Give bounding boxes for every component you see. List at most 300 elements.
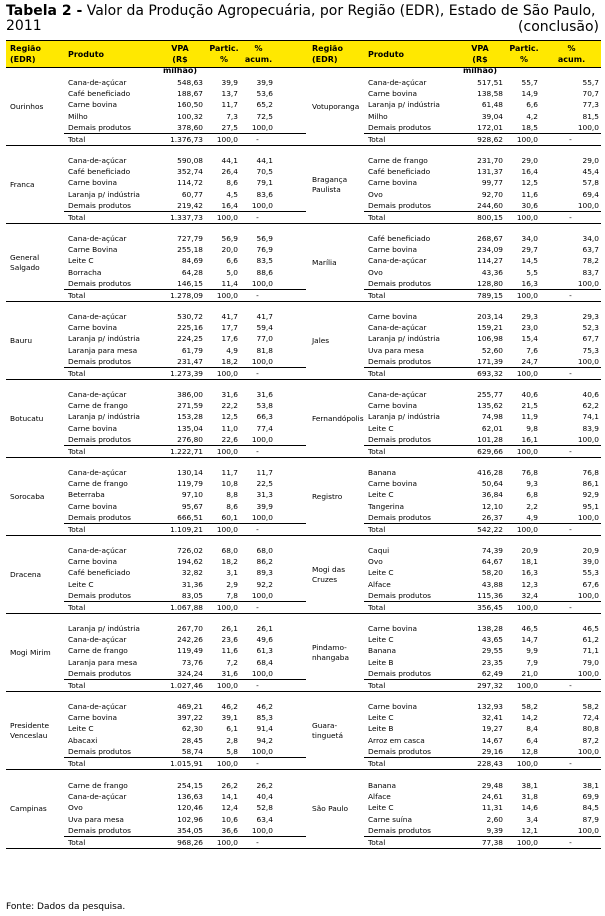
total-partic-cell: 100,0 [216, 368, 238, 378]
product-cell: Demais produtos [68, 357, 131, 367]
region-name-lines [10, 180, 35, 190]
partic-cell: 10,6 [221, 814, 238, 824]
total-vpa-cell: 297,32 [477, 680, 503, 690]
header-partic-unit: % [219, 55, 228, 64]
vpa-cell: 254,15 [177, 780, 203, 790]
vpa-cell: 61,79 [181, 345, 203, 355]
total-row [364, 212, 601, 223]
table-row [364, 434, 601, 445]
vpa-cell: 102,96 [177, 814, 203, 824]
product-cell: Demais produtos [68, 435, 131, 445]
table-row [364, 712, 601, 723]
vpa-cell: 32,82 [181, 568, 203, 578]
vpa-cell: 99,77 [481, 178, 503, 188]
partic-cell: 16,3 [521, 279, 538, 289]
region-name [6, 224, 64, 301]
acum-cell: 83,5 [256, 256, 273, 266]
total-label: Total [68, 134, 86, 144]
vpa-cell: 58,74 [181, 747, 203, 757]
product-cell: Alface [368, 792, 391, 802]
table-row [364, 567, 601, 578]
region-group-right [306, 458, 601, 535]
product-cell: Demais produtos [368, 123, 431, 133]
total-acum-cell: - [569, 758, 572, 768]
region-name-lines [10, 804, 47, 814]
vpa-cell: 43,65 [481, 635, 503, 645]
partic-cell: 18,5 [521, 123, 538, 133]
vpa-cell: 242,26 [177, 635, 203, 645]
product-cell: Carne bovina [68, 178, 118, 188]
partic-cell: 26,4 [221, 167, 238, 177]
product-cell: Laranja p/ indústria [368, 412, 440, 422]
region-name [6, 770, 64, 848]
acum-cell: 31,6 [256, 389, 273, 399]
product-cell: Demais produtos [68, 513, 131, 523]
partic-cell: 15,4 [521, 334, 538, 344]
vpa-cell: 416,28 [477, 467, 503, 477]
acum-cell: 70,7 [582, 89, 599, 99]
region-name-lines [10, 336, 32, 346]
partic-cell: 58,2 [521, 701, 538, 711]
product-cell: Carne bovina [68, 713, 118, 723]
region-block [6, 68, 601, 146]
vpa-cell: 84,69 [181, 256, 203, 266]
acum-cell: 88,6 [256, 267, 273, 277]
product-cell: Laranja p/ indústria [68, 189, 140, 199]
product-cell: Cana-de-açúcar [68, 635, 127, 645]
vpa-cell: 138,28 [477, 623, 503, 633]
product-cell: Cana-de-açúcar [68, 77, 127, 87]
vpa-cell: 36,84 [481, 490, 503, 500]
table-row [364, 400, 601, 411]
acum-cell: 100,0 [251, 591, 273, 601]
product-cell: Carne bovina [68, 100, 118, 110]
total-acum-cell: - [256, 446, 259, 456]
total-acum-cell: - [569, 602, 572, 612]
acum-cell: 92,2 [256, 579, 273, 589]
header-vpa-unit: (R$ milhão) [162, 55, 198, 75]
partic-cell: 7,3 [226, 111, 238, 121]
region-name-line: nhangaba [312, 652, 350, 662]
table-row [364, 88, 601, 99]
vpa-cell: 62,49 [481, 669, 503, 679]
product-rows [364, 692, 601, 769]
table-body [6, 68, 601, 849]
region-group-right [306, 770, 601, 848]
vpa-cell: 43,88 [481, 579, 503, 589]
vpa-cell: 386,00 [177, 389, 203, 399]
product-cell: Café beneficiado [68, 89, 131, 99]
table-row [64, 712, 306, 723]
product-cell: Arroz em casca [368, 735, 425, 745]
header-region-sub: (EDR) [10, 55, 36, 64]
region-name-line: Sorocaba [10, 491, 45, 501]
total-row [364, 680, 601, 691]
total-row [364, 368, 601, 379]
product-cell: Demais produtos [68, 123, 131, 133]
table-row [64, 668, 306, 679]
region-group-right [306, 692, 601, 769]
total-row [64, 602, 306, 613]
product-cell: Uva para mesa [68, 814, 124, 824]
product-cell: Carne de frango [68, 479, 128, 489]
partic-cell: 12,5 [221, 412, 238, 422]
table-row [364, 111, 601, 122]
partic-cell: 9,8 [526, 423, 538, 433]
vpa-cell: 39,04 [481, 111, 503, 121]
product-cell: Cana-de-açúcar [368, 323, 427, 333]
partic-cell: 60,1 [221, 513, 238, 523]
product-cell: Carne bovina [368, 245, 418, 255]
region-group-right [306, 380, 601, 457]
table-row [364, 278, 601, 289]
acum-cell: 58,2 [582, 701, 599, 711]
partic-cell: 11,7 [221, 100, 238, 110]
total-vpa-cell: 693,32 [477, 368, 503, 378]
acum-cell: 80,8 [582, 724, 599, 734]
product-cell: Laranja p/ indústria [68, 623, 140, 633]
region-name-lines [10, 648, 51, 658]
header-vpa-label: VPA [171, 44, 189, 53]
product-rows [64, 380, 306, 457]
partic-cell: 44,1 [221, 155, 238, 165]
vpa-cell: 60,77 [181, 189, 203, 199]
vpa-cell: 203,14 [477, 311, 503, 321]
acum-cell: 86,1 [582, 479, 599, 489]
region-group-left [6, 770, 306, 848]
acum-cell: 100,0 [577, 201, 599, 211]
partic-cell: 5,8 [226, 747, 238, 757]
region-name-line: Jales [312, 335, 330, 345]
partic-cell: 16,4 [221, 201, 238, 211]
table-row [364, 177, 601, 188]
table-row [364, 791, 601, 802]
vpa-cell: 136,63 [177, 792, 203, 802]
total-acum-cell: - [256, 680, 259, 690]
acum-cell: 100,0 [577, 669, 599, 679]
partic-cell: 14,6 [521, 803, 538, 813]
region-block [6, 770, 601, 848]
partic-cell: 11,0 [221, 423, 238, 433]
product-cell: Cana-de-açúcar [68, 467, 127, 477]
total-acum-cell: - [569, 290, 572, 300]
region-name-line: Mogi Mirim [10, 647, 51, 657]
product-rows [364, 614, 601, 691]
acum-cell: 100,0 [251, 513, 273, 523]
product-cell: Demais produtos [368, 201, 431, 211]
table-row [64, 434, 306, 445]
vpa-cell: 9,39 [486, 826, 503, 836]
region-name [6, 68, 64, 145]
total-vpa-cell: 629,66 [477, 446, 503, 456]
partic-cell: 17,7 [221, 323, 238, 333]
product-cell: Banana [368, 467, 397, 477]
table-row [364, 322, 601, 333]
region-group-left [6, 536, 306, 613]
acum-cell: 44,1 [256, 155, 273, 165]
table-row [64, 177, 306, 188]
total-row [364, 134, 601, 145]
partic-cell: 55,7 [521, 77, 538, 87]
region-name [6, 614, 64, 691]
region-group-left [6, 458, 306, 535]
region-name [6, 380, 64, 457]
acum-cell: 75,3 [582, 345, 599, 355]
header-product [364, 41, 454, 67]
acum-cell: 83,7 [582, 267, 599, 277]
vpa-cell: 219,42 [177, 201, 203, 211]
vpa-cell: 43,36 [481, 267, 503, 277]
total-vpa-cell: 542,22 [477, 524, 503, 534]
total-partic-cell: 100,0 [516, 446, 538, 456]
product-rows [64, 458, 306, 535]
header-vpa [154, 41, 206, 75]
vpa-cell: 378,60 [177, 123, 203, 133]
product-cell: Laranja p/ indústria [368, 334, 440, 344]
product-rows [364, 536, 601, 613]
acum-cell: 86,2 [256, 557, 273, 567]
partic-cell: 16,4 [521, 167, 538, 177]
total-acum-cell: - [256, 290, 259, 300]
total-acum-cell: - [569, 446, 572, 456]
partic-cell: 8,6 [226, 501, 238, 511]
partic-cell: 21,0 [521, 669, 538, 679]
product-cell: Cana-de-açúcar [368, 77, 427, 87]
acum-cell: 65,2 [256, 100, 273, 110]
total-vpa-cell: 1.015,91 [170, 758, 203, 768]
region-name [306, 458, 364, 535]
total-label: Total [68, 524, 86, 534]
table-row [364, 233, 601, 244]
acum-cell: 74,1 [582, 412, 599, 422]
region-group-left [6, 302, 306, 379]
product-cell: Demais produtos [68, 826, 131, 836]
product-cell: Leite C [368, 490, 394, 500]
total-partic-cell: 100,0 [516, 134, 538, 144]
vpa-cell: 52,60 [481, 345, 503, 355]
table-row [364, 166, 601, 177]
total-row [64, 524, 306, 535]
partic-cell: 6,6 [526, 100, 538, 110]
partic-cell: 29,0 [521, 155, 538, 165]
table-row [364, 668, 601, 679]
partic-cell: 8,6 [226, 178, 238, 188]
vpa-cell: 153,28 [177, 412, 203, 422]
acum-cell: 87,2 [582, 735, 599, 745]
acum-cell: 92,9 [582, 490, 599, 500]
acum-cell: 87,9 [582, 814, 599, 824]
region-name-line: Guara- [312, 720, 338, 730]
acum-cell: 38,1 [582, 780, 599, 790]
product-rows [364, 458, 601, 535]
total-acum-cell: - [256, 758, 259, 768]
partic-cell: 22,6 [221, 435, 238, 445]
vpa-cell: 666,51 [177, 513, 203, 523]
table-row [64, 735, 306, 746]
product-cell: Leite B [368, 724, 394, 734]
total-label: Total [68, 290, 86, 300]
acum-cell: 26,1 [256, 623, 273, 633]
product-cell: Demais produtos [368, 591, 431, 601]
partic-cell: 20,9 [521, 545, 538, 555]
acum-cell: 69,4 [582, 189, 599, 199]
vpa-cell: 548,63 [177, 77, 203, 87]
partic-cell: 10,8 [221, 479, 238, 489]
acum-cell: 40,6 [582, 389, 599, 399]
region-name-lines [312, 721, 343, 741]
region-name [306, 224, 364, 301]
table-header [6, 40, 601, 75]
region-name [306, 692, 364, 769]
product-cell: Laranja p/ indústria [368, 100, 440, 110]
vpa-cell: 234,09 [477, 245, 503, 255]
partic-cell: 7,6 [526, 345, 538, 355]
vpa-cell: 32,41 [481, 713, 503, 723]
table-caption-suffix: (conclusão) [518, 19, 599, 35]
acum-cell: 76,8 [582, 467, 599, 477]
product-rows [364, 380, 601, 457]
vpa-cell: 130,14 [177, 467, 203, 477]
product-cell: Demais produtos [368, 357, 431, 367]
product-cell: Carne bovina [368, 401, 418, 411]
acum-cell: 39,9 [256, 501, 273, 511]
region-group-left [6, 614, 306, 691]
product-cell: Ovo [368, 189, 383, 199]
table-row [64, 389, 306, 400]
vpa-cell: 727,79 [177, 233, 203, 243]
partic-cell: 39,1 [221, 713, 238, 723]
table-row [364, 512, 601, 523]
product-cell: Cana-de-açúcar [68, 545, 127, 555]
partic-cell: 29,7 [521, 245, 538, 255]
acum-cell: 84,5 [582, 803, 599, 813]
acum-cell: 57,8 [582, 178, 599, 188]
header-region [6, 41, 64, 67]
vpa-cell: 131,37 [477, 167, 503, 177]
vpa-cell: 135,62 [477, 401, 503, 411]
acum-cell: 78,2 [582, 256, 599, 266]
acum-cell: 46,2 [256, 701, 273, 711]
partic-cell: 14,9 [521, 89, 538, 99]
acum-cell: 83,9 [582, 423, 599, 433]
table-row [64, 556, 306, 567]
header-acum-label: % [567, 44, 576, 53]
vpa-cell: 12,10 [481, 501, 503, 511]
product-cell: Demais produtos [68, 747, 131, 757]
region-block [6, 692, 601, 770]
total-acum-cell: - [569, 837, 572, 847]
partic-cell: 12,8 [521, 747, 538, 757]
partic-cell: 56,9 [221, 233, 238, 243]
product-cell: Cana-de-açúcar [68, 155, 127, 165]
region-block [6, 536, 601, 614]
table-row [364, 389, 601, 400]
total-partic-cell: 100,0 [516, 290, 538, 300]
product-rows [364, 146, 601, 223]
vpa-cell: 255,77 [477, 389, 503, 399]
partic-cell: 11,9 [521, 412, 538, 422]
table-row [64, 111, 306, 122]
total-acum-cell: - [256, 212, 259, 222]
region-name-lines [312, 175, 347, 195]
acum-cell: 45,4 [582, 167, 599, 177]
total-partic-cell: 100,0 [516, 758, 538, 768]
product-rows [64, 536, 306, 613]
partic-cell: 3,4 [526, 814, 538, 824]
total-row [64, 758, 306, 769]
total-partic-cell: 100,0 [216, 212, 238, 222]
product-cell: Carne de frango [68, 780, 128, 790]
product-cell: Demais produtos [68, 591, 131, 601]
product-cell: Demais produtos [368, 669, 431, 679]
total-vpa-cell: 1.109,21 [170, 524, 203, 534]
table-row [364, 467, 601, 478]
acum-cell: 68,0 [256, 545, 273, 555]
acum-cell: 100,0 [251, 357, 273, 367]
acum-cell: 22,5 [256, 479, 273, 489]
product-cell: Milho [68, 111, 88, 121]
product-cell: Carne bovina [368, 701, 418, 711]
vpa-cell: 29,48 [481, 780, 503, 790]
acum-cell: 49,6 [256, 635, 273, 645]
product-cell: Café beneficiado [368, 167, 431, 177]
product-cell: Carne Bovina [68, 245, 118, 255]
region-name-line: Cruzes [312, 574, 338, 584]
partic-cell: 27,5 [221, 123, 238, 133]
acum-cell: 83,6 [256, 189, 273, 199]
region-name-lines [312, 643, 349, 663]
total-vpa-cell: 928,62 [477, 134, 503, 144]
table-row [364, 356, 601, 367]
table-row [64, 657, 306, 668]
region-group-right [306, 146, 601, 223]
header-partic-label: Partic. [209, 44, 239, 53]
acum-cell: 100,0 [251, 201, 273, 211]
vpa-cell: 23,35 [481, 657, 503, 667]
region-name-line: General [10, 252, 40, 262]
total-acum-cell: - [256, 134, 259, 144]
partic-cell: 16,3 [521, 568, 538, 578]
vpa-cell: 106,98 [477, 334, 503, 344]
vpa-cell: 28,45 [181, 735, 203, 745]
vpa-cell: 114,27 [477, 256, 503, 266]
region-group-right [306, 68, 601, 145]
header-region-label: Região [312, 44, 343, 53]
partic-cell: 31,6 [221, 389, 238, 399]
total-vpa-cell: 1.222,71 [170, 446, 203, 456]
total-label: Total [368, 134, 386, 144]
partic-cell: 6,8 [526, 490, 538, 500]
partic-cell: 23,0 [521, 323, 538, 333]
product-cell: Cana-de-açúcar [68, 389, 127, 399]
product-cell: Carne bovina [68, 323, 118, 333]
total-row [364, 758, 601, 769]
product-cell: Carne de frango [368, 155, 428, 165]
table-header-left [6, 41, 306, 75]
acum-cell: 55,3 [582, 568, 599, 578]
region-name-lines [10, 253, 40, 273]
product-cell: Carne bovina [368, 89, 418, 99]
total-row [64, 290, 306, 301]
acum-cell: 67,7 [582, 334, 599, 344]
table-row [64, 512, 306, 523]
partic-cell: 14,1 [221, 792, 238, 802]
vpa-cell: 194,62 [177, 557, 203, 567]
partic-cell: 7,8 [226, 591, 238, 601]
partic-cell: 9,9 [526, 646, 538, 656]
region-block [6, 458, 601, 536]
region-group-left [6, 692, 306, 769]
